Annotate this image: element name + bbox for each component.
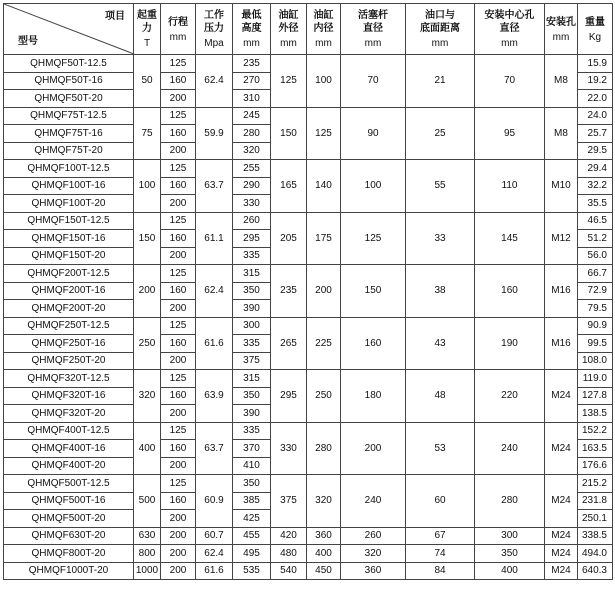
cell-min-height: 270 — [233, 72, 271, 90]
cell-capacity: 75 — [134, 107, 161, 160]
cell-center-hole: 240 — [475, 422, 545, 475]
cell-model: QHMQF200T-16 — [4, 282, 134, 300]
cell-rod-diameter: 260 — [341, 527, 406, 545]
table-row — [4, 55, 613, 73]
cell-pressure: 61.6 — [196, 317, 233, 370]
cell-min-height: 390 — [233, 300, 271, 318]
cell-min-height: 290 — [233, 177, 271, 195]
cell-mount-hole: M16 — [545, 265, 578, 318]
cell-weight: 108.0 — [578, 352, 613, 370]
header-corner-cell — [4, 4, 134, 55]
cell-min-height: 330 — [233, 195, 271, 213]
table-row — [4, 527, 613, 545]
cell-min-height: 310 — [233, 90, 271, 108]
cell-stroke: 200 — [161, 300, 196, 318]
cell-stroke: 200 — [161, 545, 196, 563]
cell-min-height: 295 — [233, 230, 271, 248]
cell-capacity: 250 — [134, 317, 161, 370]
cell-stroke: 125 — [161, 265, 196, 283]
corner-label-item: 项目 — [105, 11, 125, 22]
cell-center-hole: 300 — [475, 527, 545, 545]
cell-center-hole: 145 — [475, 212, 545, 265]
cell-weight: 46.5 — [578, 212, 613, 230]
cell-min-height: 280 — [233, 125, 271, 143]
cell-stroke: 125 — [161, 55, 196, 73]
cell-center-hole: 220 — [475, 370, 545, 423]
cell-weight: 231.8 — [578, 492, 613, 510]
cell-stroke: 125 — [161, 317, 196, 335]
cell-min-height: 535 — [233, 562, 271, 580]
cell-center-hole: 190 — [475, 317, 545, 370]
cell-min-height: 320 — [233, 142, 271, 160]
cell-min-height: 350 — [233, 475, 271, 493]
cell-weight: 15.9 — [578, 55, 613, 73]
cell-model: QHMQF250T-12.5 — [4, 317, 134, 335]
header-cylinder-inner: 油缸 内径 mm — [307, 4, 341, 55]
cell-pressure: 61.6 — [196, 562, 233, 580]
cell-port-distance: 55 — [406, 160, 475, 213]
cell-pressure: 63.9 — [196, 370, 233, 423]
cell-pressure: 63.7 — [196, 160, 233, 213]
cell-weight: 22.0 — [578, 90, 613, 108]
cell-model: QHMQF150T-16 — [4, 230, 134, 248]
cell-min-height: 335 — [233, 247, 271, 265]
cell-weight: 32.2 — [578, 177, 613, 195]
cell-stroke: 160 — [161, 72, 196, 90]
cell-capacity: 1000 — [134, 562, 161, 580]
table-row — [4, 370, 613, 388]
cell-rod-diameter: 150 — [341, 265, 406, 318]
cell-capacity: 630 — [134, 527, 161, 545]
cell-weight: 79.5 — [578, 300, 613, 318]
cell-weight: 215.2 — [578, 475, 613, 493]
cell-model: QHMQF320T-16 — [4, 387, 134, 405]
cell-weight: 25.7 — [578, 125, 613, 143]
cell-model: QHMQF50T-16 — [4, 72, 134, 90]
cell-rod-diameter: 70 — [341, 55, 406, 108]
cell-capacity: 150 — [134, 212, 161, 265]
cell-model: QHMQF320T-20 — [4, 405, 134, 423]
cell-cylinder-outer: 205 — [271, 212, 307, 265]
cell-stroke: 200 — [161, 195, 196, 213]
cell-stroke: 200 — [161, 510, 196, 528]
cell-mount-hole: M12 — [545, 212, 578, 265]
cell-pressure: 59.9 — [196, 107, 233, 160]
cell-weight: 56.0 — [578, 247, 613, 265]
cell-center-hole: 160 — [475, 265, 545, 318]
cell-rod-diameter: 240 — [341, 475, 406, 528]
cell-cylinder-inner: 320 — [307, 475, 341, 528]
cell-rod-diameter: 160 — [341, 317, 406, 370]
cell-mount-hole: M24 — [545, 527, 578, 545]
cell-model: QHMQF150T-12.5 — [4, 212, 134, 230]
header-rod-diameter: 活塞杆 直径 mm — [341, 4, 406, 55]
cell-model: QHMQF75T-20 — [4, 142, 134, 160]
cell-stroke: 200 — [161, 142, 196, 160]
cell-mount-hole: M24 — [545, 422, 578, 475]
spec-table-body — [4, 55, 613, 580]
cell-min-height: 390 — [233, 405, 271, 423]
cell-stroke: 125 — [161, 212, 196, 230]
cell-capacity: 800 — [134, 545, 161, 563]
cell-model: QHMQF75T-16 — [4, 125, 134, 143]
header-stroke: 行程 mm — [161, 4, 196, 55]
cell-model: QHMQF250T-20 — [4, 352, 134, 370]
cell-model: QHMQF500T-20 — [4, 510, 134, 528]
cell-model: QHMQF400T-16 — [4, 440, 134, 458]
cell-stroke: 200 — [161, 352, 196, 370]
cell-port-distance: 74 — [406, 545, 475, 563]
cell-model: QHMQF150T-20 — [4, 247, 134, 265]
cell-stroke: 160 — [161, 230, 196, 248]
cell-stroke: 125 — [161, 370, 196, 388]
spec-table — [3, 3, 613, 580]
cell-cylinder-inner: 250 — [307, 370, 341, 423]
cell-model: QHMQF75T-12.5 — [4, 107, 134, 125]
cell-min-height: 375 — [233, 352, 271, 370]
cell-port-distance: 43 — [406, 317, 475, 370]
cell-pressure: 60.9 — [196, 475, 233, 528]
cell-mount-hole: M24 — [545, 562, 578, 580]
cell-model: QHMQF500T-12.5 — [4, 475, 134, 493]
cell-center-hole: 400 — [475, 562, 545, 580]
cell-stroke: 160 — [161, 440, 196, 458]
cell-weight: 66.7 — [578, 265, 613, 283]
cell-mount-hole: M24 — [545, 545, 578, 563]
cell-rod-diameter: 320 — [341, 545, 406, 563]
cell-center-hole: 95 — [475, 107, 545, 160]
cell-cylinder-outer: 150 — [271, 107, 307, 160]
cell-cylinder-inner: 125 — [307, 107, 341, 160]
cell-pressure: 62.4 — [196, 55, 233, 108]
cell-min-height: 255 — [233, 160, 271, 178]
cell-min-height: 235 — [233, 55, 271, 73]
cell-stroke: 160 — [161, 125, 196, 143]
cell-pressure: 63.7 — [196, 422, 233, 475]
cell-min-height: 315 — [233, 370, 271, 388]
cell-stroke: 160 — [161, 387, 196, 405]
cell-center-hole: 350 — [475, 545, 545, 563]
cell-weight: 90.9 — [578, 317, 613, 335]
cell-model: QHMQF250T-16 — [4, 335, 134, 353]
cell-stroke: 125 — [161, 475, 196, 493]
cell-model: QHMQF800T-20 — [4, 545, 134, 563]
cell-min-height: 350 — [233, 387, 271, 405]
cell-min-height: 425 — [233, 510, 271, 528]
table-row — [4, 475, 613, 493]
cell-weight: 494.0 — [578, 545, 613, 563]
cell-port-distance: 84 — [406, 562, 475, 580]
cell-weight: 176.6 — [578, 457, 613, 475]
cell-port-distance: 53 — [406, 422, 475, 475]
cell-model: QHMQF200T-12.5 — [4, 265, 134, 283]
cell-cylinder-outer: 265 — [271, 317, 307, 370]
cell-stroke: 125 — [161, 107, 196, 125]
cell-cylinder-inner: 360 — [307, 527, 341, 545]
cell-min-height: 335 — [233, 422, 271, 440]
cell-weight: 29.4 — [578, 160, 613, 178]
cell-center-hole: 110 — [475, 160, 545, 213]
cell-min-height: 260 — [233, 212, 271, 230]
cell-model: QHMQF100T-16 — [4, 177, 134, 195]
cell-cylinder-inner: 100 — [307, 55, 341, 108]
header-row — [4, 4, 613, 55]
cell-port-distance: 21 — [406, 55, 475, 108]
header-port-distance: 油口与 底面距离 mm — [406, 4, 475, 55]
cell-capacity: 320 — [134, 370, 161, 423]
cell-port-distance: 60 — [406, 475, 475, 528]
header-cylinder-outer: 油缸 外径 mm — [271, 4, 307, 55]
table-row — [4, 107, 613, 125]
cell-model: QHMQF200T-20 — [4, 300, 134, 318]
cell-cylinder-inner: 400 — [307, 545, 341, 563]
cell-model: QHMQF500T-16 — [4, 492, 134, 510]
cell-cylinder-inner: 280 — [307, 422, 341, 475]
cell-cylinder-outer: 375 — [271, 475, 307, 528]
cell-weight: 640.3 — [578, 562, 613, 580]
table-row — [4, 422, 613, 440]
cell-mount-hole: M8 — [545, 107, 578, 160]
cell-cylinder-outer: 420 — [271, 527, 307, 545]
cell-pressure: 61.1 — [196, 212, 233, 265]
cell-model: QHMQF320T-12.5 — [4, 370, 134, 388]
cell-stroke: 125 — [161, 422, 196, 440]
cell-stroke: 200 — [161, 457, 196, 475]
cell-pressure: 62.4 — [196, 265, 233, 318]
cell-cylinder-outer: 330 — [271, 422, 307, 475]
cell-mount-hole: M24 — [545, 370, 578, 423]
cell-min-height: 350 — [233, 282, 271, 300]
cell-weight: 19.2 — [578, 72, 613, 90]
header-capacity: 起重 力 T — [134, 4, 161, 55]
cell-model: QHMQF50T-12.5 — [4, 55, 134, 73]
cell-model: QHMQF100T-12.5 — [4, 160, 134, 178]
cell-weight: 29.5 — [578, 142, 613, 160]
cell-min-height: 385 — [233, 492, 271, 510]
cell-capacity: 200 — [134, 265, 161, 318]
cell-weight: 99.5 — [578, 335, 613, 353]
cell-port-distance: 25 — [406, 107, 475, 160]
cell-capacity: 50 — [134, 55, 161, 108]
cell-cylinder-outer: 165 — [271, 160, 307, 213]
cell-model: QHMQF630T-20 — [4, 527, 134, 545]
cell-rod-diameter: 360 — [341, 562, 406, 580]
cell-min-height: 300 — [233, 317, 271, 335]
cell-cylinder-outer: 540 — [271, 562, 307, 580]
cell-weight: 163.5 — [578, 440, 613, 458]
cell-stroke: 200 — [161, 527, 196, 545]
cell-stroke: 160 — [161, 335, 196, 353]
cell-mount-hole: M24 — [545, 475, 578, 528]
cell-stroke: 200 — [161, 562, 196, 580]
cell-cylinder-inner: 450 — [307, 562, 341, 580]
cell-cylinder-outer: 125 — [271, 55, 307, 108]
cell-model: QHMQF100T-20 — [4, 195, 134, 213]
cell-stroke: 160 — [161, 177, 196, 195]
spec-table-container — [3, 3, 613, 580]
cell-min-height: 455 — [233, 527, 271, 545]
cell-min-height: 245 — [233, 107, 271, 125]
cell-model: QHMQF1000T-20 — [4, 562, 134, 580]
cell-port-distance: 38 — [406, 265, 475, 318]
cell-pressure: 62.4 — [196, 545, 233, 563]
cell-weight: 250.1 — [578, 510, 613, 528]
cell-port-distance: 48 — [406, 370, 475, 423]
cell-min-height: 495 — [233, 545, 271, 563]
cell-mount-hole: M16 — [545, 317, 578, 370]
table-row — [4, 160, 613, 178]
cell-stroke: 160 — [161, 492, 196, 510]
cell-min-height: 410 — [233, 457, 271, 475]
cell-cylinder-outer: 295 — [271, 370, 307, 423]
cell-weight: 24.0 — [578, 107, 613, 125]
cell-model: QHMQF50T-20 — [4, 90, 134, 108]
cell-stroke: 160 — [161, 282, 196, 300]
cell-cylinder-outer: 480 — [271, 545, 307, 563]
table-row — [4, 545, 613, 563]
table-row — [4, 562, 613, 580]
cell-weight: 152.2 — [578, 422, 613, 440]
cell-center-hole: 280 — [475, 475, 545, 528]
cell-stroke: 200 — [161, 90, 196, 108]
cell-min-height: 370 — [233, 440, 271, 458]
cell-cylinder-inner: 225 — [307, 317, 341, 370]
cell-capacity: 500 — [134, 475, 161, 528]
cell-stroke: 125 — [161, 160, 196, 178]
cell-stroke: 200 — [161, 247, 196, 265]
cell-mount-hole: M10 — [545, 160, 578, 213]
cell-weight: 119.0 — [578, 370, 613, 388]
cell-rod-diameter: 180 — [341, 370, 406, 423]
cell-center-hole: 70 — [475, 55, 545, 108]
cell-weight: 127.8 — [578, 387, 613, 405]
cell-cylinder-inner: 200 — [307, 265, 341, 318]
cell-rod-diameter: 90 — [341, 107, 406, 160]
cell-stroke: 200 — [161, 405, 196, 423]
cell-mount-hole: M8 — [545, 55, 578, 108]
table-row — [4, 317, 613, 335]
header-mount-hole: 安装孔 mm — [545, 4, 578, 55]
cell-cylinder-inner: 175 — [307, 212, 341, 265]
cell-weight: 338.5 — [578, 527, 613, 545]
cell-weight: 35.5 — [578, 195, 613, 213]
cell-weight: 51.2 — [578, 230, 613, 248]
corner-label-model: 型号 — [18, 36, 38, 47]
cell-cylinder-inner: 140 — [307, 160, 341, 213]
cell-model: QHMQF400T-12.5 — [4, 422, 134, 440]
header-center-hole: 安装中心孔 直径 mm — [475, 4, 545, 55]
cell-weight: 72.9 — [578, 282, 613, 300]
cell-min-height: 335 — [233, 335, 271, 353]
cell-model: QHMQF400T-20 — [4, 457, 134, 475]
cell-weight: 138.5 — [578, 405, 613, 423]
cell-rod-diameter: 200 — [341, 422, 406, 475]
header-weight: 重量 Kg — [578, 4, 613, 55]
header-pressure: 工作 压力 Mpa — [196, 4, 233, 55]
cell-rod-diameter: 100 — [341, 160, 406, 213]
table-row — [4, 265, 613, 283]
cell-pressure: 60.7 — [196, 527, 233, 545]
cell-capacity: 400 — [134, 422, 161, 475]
cell-capacity: 100 — [134, 160, 161, 213]
table-row — [4, 212, 613, 230]
cell-rod-diameter: 125 — [341, 212, 406, 265]
cell-min-height: 315 — [233, 265, 271, 283]
header-min-height: 最低 高度 mm — [233, 4, 271, 55]
cell-cylinder-outer: 235 — [271, 265, 307, 318]
cell-port-distance: 33 — [406, 212, 475, 265]
cell-port-distance: 67 — [406, 527, 475, 545]
